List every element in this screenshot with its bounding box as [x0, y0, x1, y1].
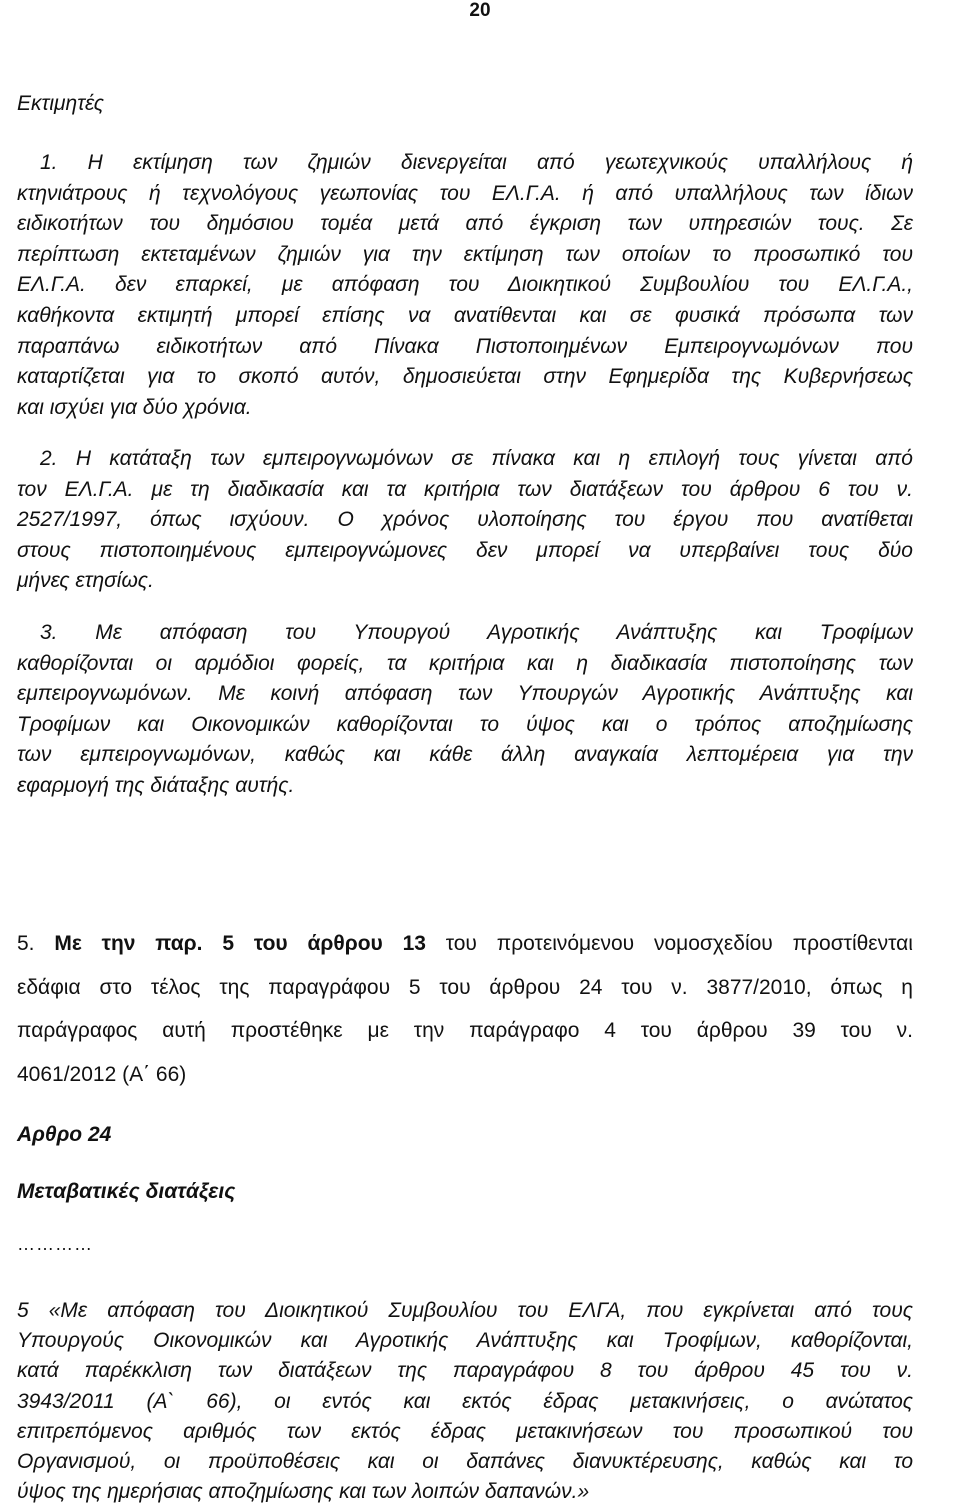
text-run-bold: 13 — [402, 932, 426, 955]
text-line: καταρτίζεται για το σκοπό αυτόν, δημοσιεύεται στην Εφημερίδα της Κυβερνήσεως — [17, 365, 913, 389]
text-line: 4061/2012 (Α΄ 66) — [17, 1062, 187, 1086]
article-subtitle: Μεταβατικές διατάξεις — [17, 1180, 236, 1203]
section-heading-estimators: Εκτιμητές — [17, 92, 104, 115]
page-number: 20 — [469, 0, 491, 21]
text-line: και ισχύει για δύο χρόνια. — [17, 395, 252, 419]
paragraph-1 — [17, 148, 913, 423]
text-line: παραπάνω ειδικοτήτων από Πίνακα Πιστοποιημένων Εμπειρογνωμόνων που — [17, 334, 913, 358]
text-line: κτηνιάτρους ή τεχνολόγους γεωπονίας του ΕΛ.Γ.Α. ή από υπαλλήλους των ίδιων — [17, 181, 913, 205]
text-line: παράγραφος αυτή προστέθηκε με την παράγραφο 4 του άρθρου 39 του ν. — [17, 1019, 913, 1042]
text-run — [203, 932, 223, 955]
paragraph-5-quote — [17, 1296, 913, 1507]
text-run-bold: 5 του άρθρου — [222, 932, 383, 955]
text-line: 5 «Με απόφαση του Διοικητικού Συμβουλίου του ΕΛΓΑ, που εγκρίνεται από τους — [17, 1299, 913, 1322]
text-line: καθήκοντα εκτιμητή μπορεί επίσης να ανατίθενται και σε φυσικά πρόσωπα των — [17, 303, 913, 327]
amendment-paragraph — [17, 922, 913, 1096]
text-line: 2527/1997, όπως ισχύουν. Ο χρόνος υλοποίησης του έργου που ανατίθεται — [17, 508, 913, 532]
text-line: Οργανισμού, οι προϋποθέσεις και οι δαπάνες διανυκτέρευσης, καθώς και το — [17, 1450, 913, 1474]
text-line: μήνες ετησίως. — [17, 569, 154, 593]
text-line: εφαρμογή της διάταξης αυτής. — [17, 773, 295, 797]
text-line: καθορίζονται οι αρμόδιοι φορείς, τα κριτήρια και η διαδικασία πιστοποίησης των — [17, 651, 913, 675]
text-line: τον ΕΛ.Γ.Α. με τη διαδικασία και τα κριτήρια των διατάξεων του άρθρου 6 του ν. — [17, 477, 913, 501]
paragraph-3 — [17, 618, 913, 802]
text-line: στους πιστοποιημένους εμπειρογνώμονες δεν μπορεί να υπερβαίνει τους δύο — [17, 538, 913, 562]
text-line: εδάφια στο τέλος της παραγράφου 5 του άρθρου 24 του ν. 3877/2010, όπως η — [17, 975, 913, 999]
omission-ellipsis: ………… — [17, 1234, 93, 1254]
text-line: 1. Η εκτίμηση των ζημιών διενεργείται από γεωτεχνικούς υπαλλήλους ή — [40, 151, 913, 174]
text-line: 3. Με απόφαση του Υπουργού Αγροτικής Ανάπτυξης και Τροφίμων — [40, 621, 913, 644]
text-run — [383, 932, 403, 955]
text-line: ύψος της ημερήσιας αποζημίωσης και των λοιπών δαπανών.» — [17, 1480, 590, 1504]
text-line: κατά παρέκκλιση των διατάξεων της παραγράφου 8 του άρθρου 45 του ν. — [17, 1359, 913, 1383]
paragraph-2 — [17, 444, 913, 597]
text-line: ειδικοτήτων του δημόσιου τομέα μετά από έγκριση των υπηρεσιών τους. Σε — [17, 212, 913, 236]
text-line — [17, 922, 913, 966]
text-line: περίπτωση εκτεταμένων ζημιών για την εκτίμηση των οποίων το προσωπικό του — [17, 242, 913, 266]
text-run: του προτεινόμενου νομοσχεδίου προστίθενται — [425, 932, 913, 955]
text-line: Υπουργούς Οικονομικών και Αγροτικής Ανάπτυξης και Τροφίμων, καθορίζονται, — [17, 1329, 913, 1353]
text-line: 2. Η κατάταξη των εμπειρογνωμόνων σε πίνακα και η επιλογή τους γίνεται από — [40, 447, 913, 470]
text-line: των εμπειρογνωμόνων, καθώς και κάθε άλλη αναγκαία λεπτομέρεια για την — [17, 743, 913, 767]
text-run: 5. — [17, 932, 55, 955]
text-line: επιτρεπόμενος αριθμός των εκτός έδρας μετακινήσεων του προσωπικού του — [17, 1419, 913, 1443]
text-run-bold: Με την παρ. — [54, 932, 203, 955]
text-line: Τροφίμων και Οικονομικών καθορίζονται το ύψος και ο τρόπος αποζημίωσης — [17, 712, 913, 736]
article-title: Αρθρο 24 — [17, 1123, 112, 1146]
text-line: 3943/2011 (Α` 66), οι εντός και εκτός έδρας μετακινήσεις, ο ανώτατος — [17, 1389, 913, 1413]
text-line: ΕΛ.Γ.Α. δεν επαρκεί, με απόφαση του Διοικητικού Συμβουλίου του ΕΛ.Γ.Α., — [17, 273, 913, 297]
text-line: εμπειρογνωμόνων. Με κοινή απόφαση των Υπουργών Αγροτικής Ανάπτυξης και — [17, 682, 913, 706]
